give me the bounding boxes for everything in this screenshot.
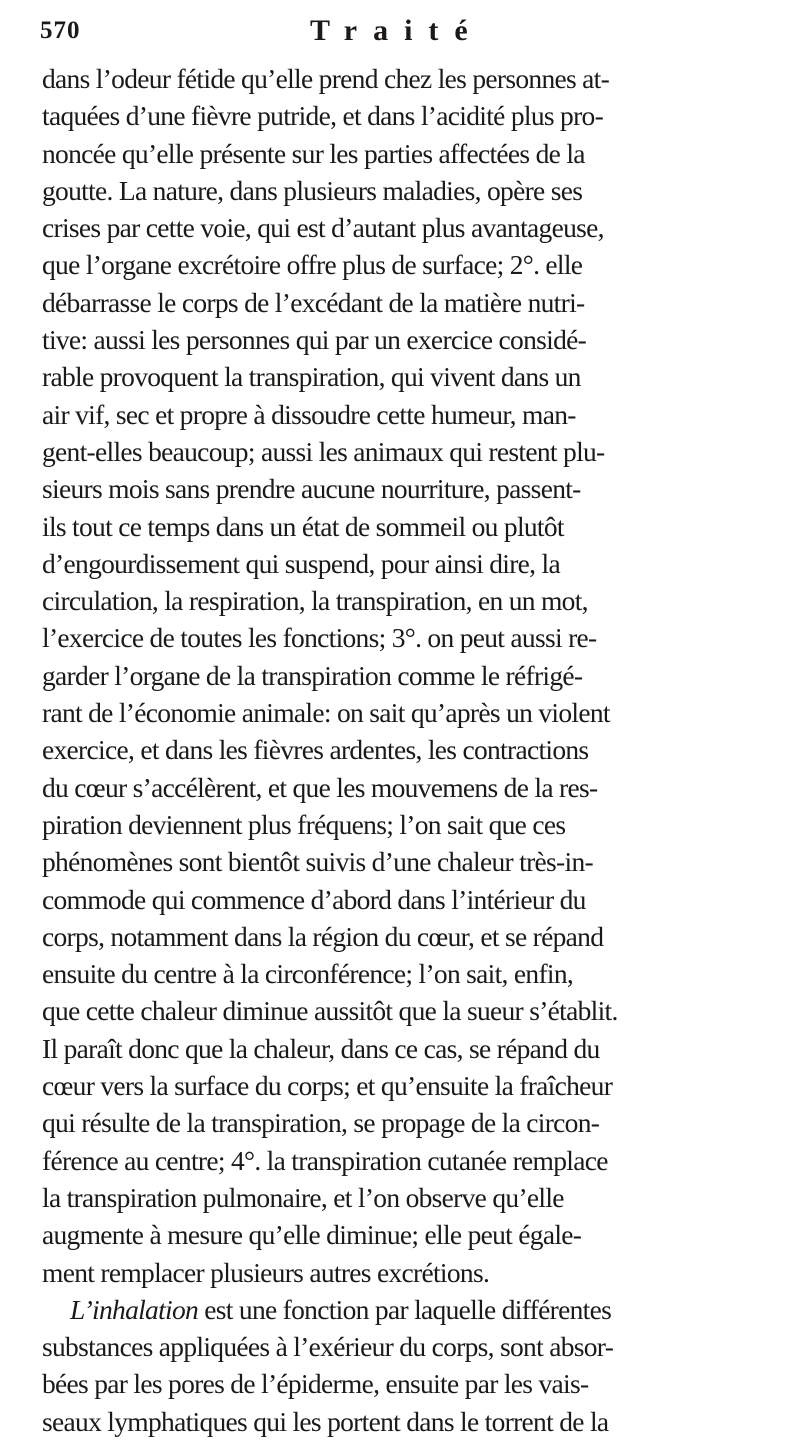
text-line: piration deviennent plus fréquens; l’on sait que ces bbox=[42, 808, 566, 840]
text-line: garder l’organe de la transpiration comme le réfrigé- bbox=[42, 659, 583, 691]
text-line: d’engourdissement qui suspend, pour ainsi dire, la bbox=[42, 547, 560, 579]
text-line: Il paraît donc que la chaleur, dans ce cas, se répand du bbox=[42, 1032, 600, 1064]
text-line: que cette chaleur diminue aussitôt que la sueur s’établit. bbox=[42, 995, 618, 1027]
paragraph-2 bbox=[42, 1291, 762, 1440]
text-line: goutte. La nature, dans plusieurs maladies, opère ses bbox=[42, 174, 583, 206]
text-line: substances appliquées à l’exérieur du corps, sont absor- bbox=[42, 1331, 614, 1363]
text-line: taquées d’une fièvre putride, et dans l’acidité plus pro- bbox=[42, 100, 604, 132]
text-line: seaux lymphatiques qui les portent dans le torrent de la bbox=[42, 1405, 609, 1437]
text-line: gent-elles beaucoup; aussi les animaux qui restent plu- bbox=[42, 435, 605, 467]
text-line: phénomènes sont bientôt suivis d’une chaleur très-in- bbox=[42, 846, 593, 878]
text-line: qui résulte de la transpiration, se propage de la circon- bbox=[42, 1107, 600, 1139]
text-line: férence au centre; 4°. la transpiration cutanée remplace bbox=[42, 1144, 608, 1176]
page-number: 570 bbox=[40, 17, 81, 44]
text-line: du cœur s’accélèrent, et que les mouvemens de la res- bbox=[42, 771, 598, 803]
text-line: augmente à mesure qu’elle diminue; elle peut égale- bbox=[42, 1219, 582, 1251]
running-title: Traité bbox=[310, 14, 484, 47]
line-text: est une fonction par laquelle différentes bbox=[198, 1293, 612, 1325]
text-line: ensuite du centre à la circonférence; l’on sait, enfin, bbox=[42, 958, 574, 990]
text-line: dans l’odeur fétide qu’elle prend chez les personnes at- bbox=[42, 63, 610, 94]
text-line: l’exercice de toutes les fonctions; 3°. on peut aussi re- bbox=[42, 622, 597, 654]
text-line bbox=[42, 1291, 762, 1328]
text-line: sieurs mois sans prendre aucune nourriture, passent- bbox=[42, 473, 581, 505]
text-line: cœur vers la surface du corps; et qu’ensuite la fraîcheur bbox=[42, 1070, 613, 1102]
text-line: exercice, et dans les fièvres ardentes, les contractions bbox=[42, 734, 589, 766]
text-line: ils tout ce temps dans un état de sommeil ou plutôt bbox=[42, 510, 564, 542]
text-line: circulation, la respiration, la transpiration, en un mot, bbox=[42, 585, 588, 617]
text-line: noncée qu’elle présente sur les parties affectées de la bbox=[42, 137, 585, 169]
text-line: air vif, sec et propre à dissoudre cette humeur, man- bbox=[42, 398, 576, 430]
text-line: que l’organe excrétoire offre plus de surface; 2°. elle bbox=[42, 249, 583, 281]
italic-term: L’inhalation bbox=[70, 1293, 199, 1325]
running-head bbox=[40, 14, 760, 48]
body-text bbox=[42, 60, 762, 1440]
text-line: tive: aussi les personnes qui par un exercice considé- bbox=[42, 324, 587, 356]
text-line: corps, notamment dans la région du cœur, et se répand bbox=[42, 920, 604, 952]
text-line: rable provoquent la transpiration, qui vivent dans un bbox=[42, 361, 581, 393]
text-line: bées par les pores de l’épiderme, ensuite par les vais- bbox=[42, 1368, 589, 1400]
text-line: rant de l’économie animale: on sait qu’après un violent bbox=[42, 697, 610, 729]
text-line: débarrasse le corps de l’excédant de la matière nutri- bbox=[42, 286, 585, 318]
text-line: ment remplacer plusieurs autres excrétions. bbox=[42, 1256, 490, 1288]
text-line: la transpiration pulmonaire, et l’on observe qu’elle bbox=[42, 1181, 564, 1213]
text-line: commode qui commence d’abord dans l’intérieur du bbox=[42, 883, 586, 915]
text-line: crises par cette voie, qui est d’autant plus avantageuse, bbox=[42, 212, 604, 244]
paragraph-1 bbox=[42, 60, 762, 1291]
